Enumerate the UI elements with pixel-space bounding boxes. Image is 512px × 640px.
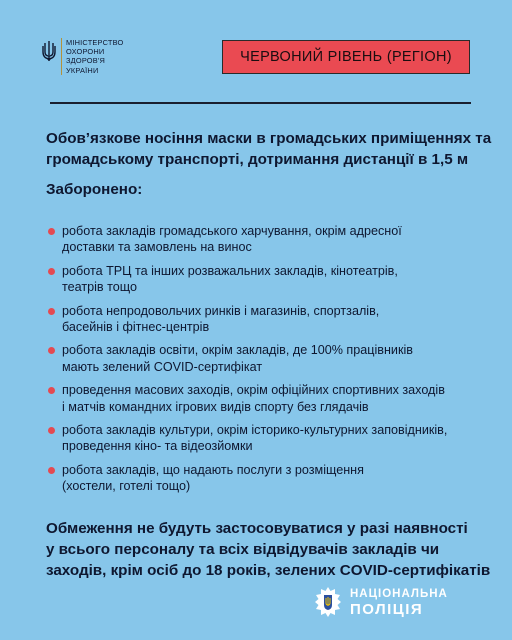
intro-text [46, 128, 492, 170]
police-logo [314, 586, 448, 618]
list-item-line-2: (хостели, готелі тощо) [62, 479, 191, 494]
bullet-icon [48, 467, 55, 474]
list-item [48, 303, 488, 336]
outro-text [46, 518, 496, 581]
outro-line-1: Обмеження не будуть застосовуватися у разі наявності [46, 520, 468, 537]
bullet-icon [48, 347, 55, 354]
list-item [48, 422, 488, 455]
police-name [350, 587, 448, 617]
list-item-line-1: робота непродовольчих ринків і магазинів, спортзалів, [62, 303, 380, 318]
ministry-line-3: ЗДОРОВ'Я [66, 56, 106, 66]
list-item [48, 223, 488, 256]
list-item-line-1: робота закладів, що надають послуги з розміщення [62, 462, 364, 477]
bullet-icon [48, 308, 55, 315]
list-item-line-1: робота закладів громадського харчування, окрім адресної [62, 224, 402, 238]
outro-line-3: заходів, крім осіб до 18 років, зелених COVID-сертифікатів [46, 562, 491, 579]
list-item-line-2: доставки та замовлень на винос [62, 240, 252, 255]
list-item-line-2: театрів тощо [62, 280, 137, 295]
outro-line-2: у всього персоналу та всіх відвідувачів закладів чи [46, 541, 440, 558]
list-item-line-2: мають зелений COVID-сертифікат [62, 359, 263, 374]
bullet-icon [48, 228, 55, 235]
list-item-line-2: басейнів і фітнес-центрів [62, 320, 210, 335]
list-item [48, 462, 488, 495]
bullet-icon [48, 268, 55, 275]
list-item-line-2: проведення кіно- та відеозйомки [62, 439, 253, 454]
ministry-logo [42, 38, 123, 75]
ministry-line-1: МІНІСТЕРСТВО [66, 38, 124, 47]
bullet-icon [48, 387, 55, 394]
police-line-1: НАЦІОНАЛЬНА [350, 588, 448, 600]
forbidden-heading: Заборонено: [46, 181, 143, 198]
list-item-line-1: робота закладів культури, окрім історико-культурних заповідників, [62, 423, 448, 438]
bullet-icon [48, 427, 55, 434]
list-item [48, 263, 488, 296]
divider [50, 102, 471, 104]
restrictions-list [48, 223, 488, 502]
police-line-2: ПОЛІЦІЯ [350, 601, 424, 618]
ministry-line-4: УКРАЇНИ [66, 65, 99, 75]
ministry-name [61, 38, 123, 75]
list-item [48, 382, 488, 415]
list-item-line-2: і матчів командних ігрових видів спорту без глядачів [62, 399, 369, 414]
trident-icon [42, 40, 56, 62]
intro-line-1: Обов’язкове носіння маски в громадських приміщеннях та [46, 130, 492, 147]
ministry-line-2: ОХОРОНИ [66, 47, 105, 57]
list-item-line-1: проведення масових заходів, окрім офіційних спортивних заходів [62, 383, 445, 398]
list-item-line-1: робота ТРЦ та інших розважальних закладів, кінотеатрів, [62, 263, 398, 278]
list-item [48, 342, 488, 375]
list-item-line-1: робота закладів освіти, окрім закладів, де 100% працівників [62, 343, 413, 358]
intro-line-2: громадському транспорті, дотримання дистанції в 1,5 м [46, 151, 469, 168]
level-badge: ЧЕРВОНИЙ РІВЕНЬ (РЕГІОН) [222, 40, 470, 74]
police-emblem-icon [314, 586, 342, 618]
